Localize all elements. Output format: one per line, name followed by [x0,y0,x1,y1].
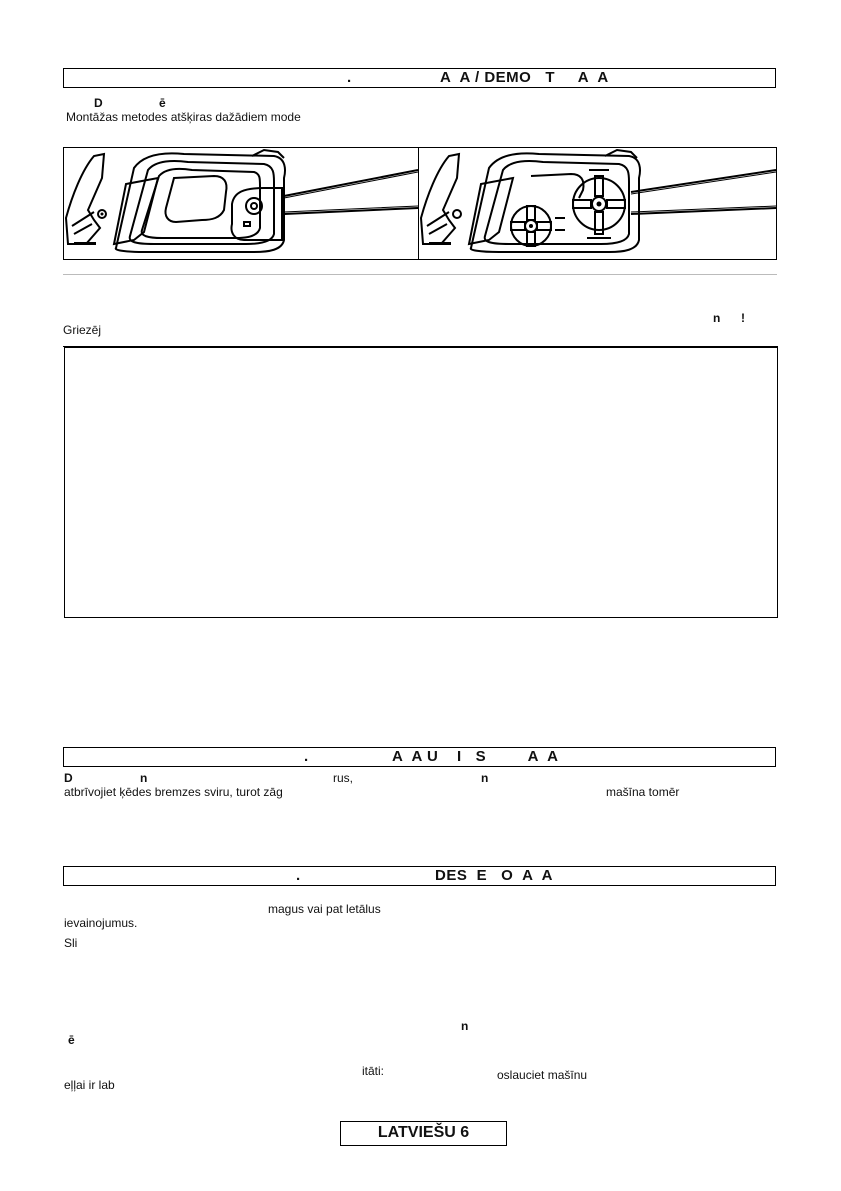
note-fragment-bold: n [713,311,721,325]
section-header-dot: . [296,867,301,884]
intro-fragment-bold: ē [159,96,166,110]
section-header-lubrication [63,866,776,886]
section-header-title: A A U I S A A [392,748,559,765]
text-fragment-bold: ē [68,1033,75,1047]
text-fragment: mašīna tomēr [606,785,680,799]
text-fragment-bold: n [140,771,148,785]
chainsaw-knob-cover-illustration [419,148,776,259]
text-fragment: itāti: [362,1064,385,1078]
text-fragment-bold: n [461,1019,469,1033]
section-header-title: DES E O A A [435,867,554,884]
text-fragment: Sli [64,936,78,950]
text-fragment: oslauciet mašīnu [497,1068,588,1082]
text-fragment: magus vai pat letālus [268,902,381,916]
note-fragment-bold: ! [741,311,745,325]
page-footer-label: LATVIEŠU 6 [340,1121,507,1146]
divider-line [63,274,777,275]
note-text: Griezēj [63,323,102,337]
content-area-box [64,347,778,618]
section-header-dot: . [347,69,352,86]
text-fragment-bold: n [481,771,489,785]
section-header-title: A A / DEMO T A A [440,69,609,86]
illustration-frame [63,147,777,260]
text-fragment-bold: D [64,771,73,785]
text-fragment: ievainojumus. [64,916,138,930]
chainsaw-side-cover-illustration [64,148,418,259]
text-fragment: atbrīvojiet ķēdes bremzes sviru, turot zāg [64,785,283,799]
section-header-assembly [63,68,776,88]
intro-text: Montāžas metodes atšķiras dažādiem mode [66,110,301,124]
section-header-chain-brake [63,747,776,767]
text-fragment: rus, [333,771,354,785]
section-header-dot: . [304,748,309,765]
text-fragment: eļļai ir lab [64,1078,115,1092]
intro-fragment-bold: D [94,96,103,110]
